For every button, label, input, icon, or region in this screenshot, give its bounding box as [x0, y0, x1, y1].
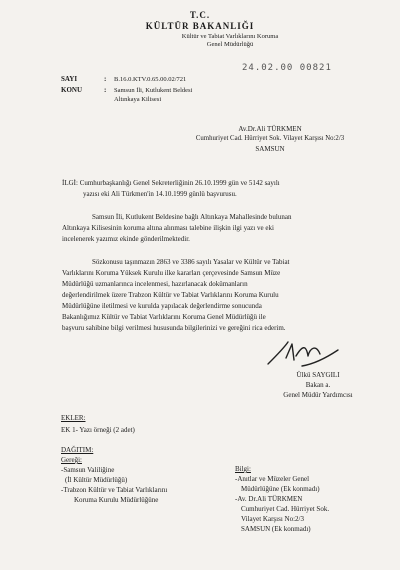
bilgi-item-2: Müdürlüğüne (Ek konmadı) [241, 485, 320, 493]
bilgi-item-3: -Av. Dr.Ali TÜRKMEN [235, 495, 303, 503]
paragraph-1-line-2: Altınkaya Kilisesinin koruma altına alınması talebine ilişkin ilgi yazı ve eki [62, 224, 274, 232]
geregi-item-3: -Trabzon Kültür ve Tabiat Varlıklarını [61, 486, 168, 494]
recipient-name: Av.Dr.Ali TÜRKMEN [238, 125, 302, 133]
paragraph-2-line-4: değerlendirilmek üzere Trabzon Kültür ve Tabiat Varlıklarını Koruma Kurulu [62, 291, 279, 299]
konu-value-1: Samsun İli, Kutlukent Beldesi [114, 86, 193, 94]
header-tc: T.C. [189, 10, 211, 20]
konu-value-2: Altınkaya Kilisesi [114, 96, 162, 103]
bilgi-title: Bilgi: [235, 465, 251, 473]
paragraph-2-line-1: Sözkonusu taşınmazın 2863 ve 3386 sayılı Yasalar ve Kültür ve Tabiat [92, 258, 290, 266]
paragraph-2-line-2: Varlıklarını Koruma Yüksek Kurulu ilke kararları çerçevesinde Samsun Müze [62, 269, 281, 277]
konu-label: KONU [61, 86, 82, 94]
recipient-address: Cumhuriyet Cad. Hürriyet Sok. Vilayet Karşısı No:2/3 [195, 135, 345, 142]
konu-colon: : [104, 86, 107, 94]
sayi-colon: : [104, 75, 107, 83]
header-ministry: KÜLTÜR BAKANLIĞI [145, 21, 255, 31]
header-directorate: Genel Müdürlüğü [206, 41, 254, 48]
geregi-item-4: Koruma Kurulu Müdürlüğüne [74, 496, 159, 504]
ekler-item-1: EK 1- Yazı örneği (2 adet) [61, 426, 135, 434]
geregi-item-2: (İl Kültür Müdürlüğü) [65, 476, 128, 484]
handwritten-signature [262, 338, 342, 372]
sayi-value: B.16.0.KTV.0.65.00.02/721 [114, 75, 187, 83]
paragraph-1-line-1: Samsun İli, Kutlukent Beldesine bağlı Altınkaya Mahallesinde bulunan [92, 213, 292, 221]
sayi-label: SAYI [61, 75, 78, 83]
paragraph-2-line-3: Müdürlüğü uzmanlarınca incelenmesi, hazırlanacak dokümanların [62, 280, 248, 288]
signatory-title-1: Bakan a. [305, 381, 331, 389]
bilgi-item-5: Vilayet Karşısı No:2/3 [241, 515, 304, 523]
ekler-title: EKLER: [61, 414, 86, 422]
recipient-city: SAMSUN [255, 145, 285, 153]
paragraph-1-line-3: incelenerek yazımız ekinde gönderilmektedir. [62, 235, 190, 243]
geregi-item-1: -Samsun Valiliğine [61, 466, 115, 474]
signatory-name: Ülkü SAYGILI [296, 371, 340, 379]
bilgi-item-1: -Anıtlar ve Müzeler Genel [235, 475, 310, 483]
geregi-title: Gereği: [61, 456, 82, 464]
received-stamp: 24.02.00 00821 [242, 63, 332, 73]
bilgi-item-6: SAMSUN (Ek konmadı) [241, 525, 311, 533]
bilgi-item-4: Cumhuriyet Cad. Hürriyet Sok. [241, 505, 330, 513]
paragraph-2-line-6: Bakanlığımız Kültür ve Tabiat Varlıklarını Koruma Genel Müdürlüğü ile [62, 313, 266, 321]
paragraph-2-line-7: başvuru sahibine bilgi verilmesi hususunda bilgilerinizi ve gereğini rica ederim. [62, 324, 286, 332]
ilgi-line-1: İLGİ: Cumhurbaşkanlığı Genel Sekreterliğinin 26.10.1999 gün ve 5142 sayılı [62, 179, 280, 187]
signatory-title-2: Genel Müdür Yardımcısı [283, 391, 353, 399]
dagitim-title: DAĞITIM: [61, 446, 94, 454]
ilgi-line-2: yazısı eki Ali Türkmen'in 14.10.1999 günlü başvurusu. [83, 190, 237, 198]
header-department: Kültür ve Tabiat Varlıklarını Koruma [181, 33, 279, 40]
paragraph-2-line-5: Müdürlüğüne iletilmesi ve kurulda yapılacak değerlendirme sonucunda [62, 302, 262, 310]
